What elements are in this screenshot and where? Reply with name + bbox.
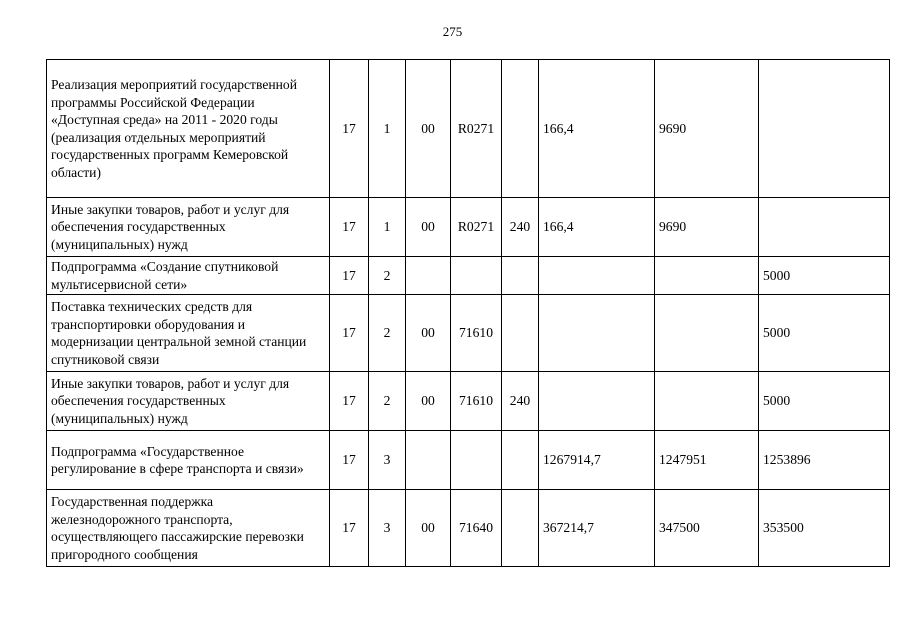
row-name: Иные закупки товаров, работ и услуг для обеспечения государственных (муниципальных) нужд bbox=[47, 198, 330, 257]
row-name: Государственная поддержка железнодорожного транспорта, осуществляющего пассажирские перевозки пригородного сообщения bbox=[47, 490, 330, 567]
target-code bbox=[451, 257, 502, 295]
row-name: Подпрограмма «Создание спутниковой мультисервисной сети» bbox=[47, 257, 330, 295]
row-name: Иные закупки товаров, работ и услуг для обеспечения государственных (муниципальных) нужд bbox=[47, 372, 330, 431]
expense-type-code bbox=[502, 257, 539, 295]
program-code: 00 bbox=[406, 490, 451, 567]
target-code: 71610 bbox=[451, 295, 502, 372]
amount-year-1: 166,4 bbox=[539, 198, 655, 257]
expense-type-code bbox=[502, 295, 539, 372]
amount-year-2 bbox=[655, 295, 759, 372]
subsection-code: 3 bbox=[369, 490, 406, 567]
section-code: 17 bbox=[330, 198, 369, 257]
section-code: 17 bbox=[330, 372, 369, 431]
section-code: 17 bbox=[330, 257, 369, 295]
amount-year-3: 5000 bbox=[759, 372, 890, 431]
amount-year-3 bbox=[759, 60, 890, 198]
amount-year-2 bbox=[655, 257, 759, 295]
amount-year-1: 1267914,7 bbox=[539, 431, 655, 490]
row-name: Реализация мероприятий государственной программы Российской Федерации «Доступная среда» на 2011 - 2020 годы (реализация отдельных мероприятий государственных программ Кемеровской области) bbox=[47, 60, 330, 198]
amount-year-1 bbox=[539, 372, 655, 431]
subsection-code: 2 bbox=[369, 295, 406, 372]
table-row bbox=[47, 372, 890, 431]
amount-year-3 bbox=[759, 198, 890, 257]
amount-year-2 bbox=[655, 372, 759, 431]
target-code: R0271 bbox=[451, 60, 502, 198]
target-code: 71610 bbox=[451, 372, 502, 431]
program-code bbox=[406, 257, 451, 295]
program-code: 00 bbox=[406, 295, 451, 372]
amount-year-3: 5000 bbox=[759, 257, 890, 295]
target-code bbox=[451, 431, 502, 490]
expense-type-code bbox=[502, 60, 539, 198]
row-name: Подпрограмма «Государственное регулирование в сфере транспорта и связи» bbox=[47, 431, 330, 490]
section-code: 17 bbox=[330, 490, 369, 567]
amount-year-3: 353500 bbox=[759, 490, 890, 567]
amount-year-3: 5000 bbox=[759, 295, 890, 372]
program-code bbox=[406, 431, 451, 490]
table-row bbox=[47, 295, 890, 372]
budget-table bbox=[46, 59, 890, 567]
amount-year-3: 1253896 bbox=[759, 431, 890, 490]
amount-year-2: 347500 bbox=[655, 490, 759, 567]
program-code: 00 bbox=[406, 372, 451, 431]
table-row bbox=[47, 198, 890, 257]
amount-year-1: 166,4 bbox=[539, 60, 655, 198]
table-row bbox=[47, 490, 890, 567]
row-name: Поставка технических средств для транспортировки оборудования и модернизации центральной земной станции спутниковой связи bbox=[47, 295, 330, 372]
subsection-code: 1 bbox=[369, 60, 406, 198]
amount-year-1 bbox=[539, 257, 655, 295]
section-code: 17 bbox=[330, 295, 369, 372]
target-code: 71640 bbox=[451, 490, 502, 567]
amount-year-2: 1247951 bbox=[655, 431, 759, 490]
expense-type-code bbox=[502, 431, 539, 490]
amount-year-1 bbox=[539, 295, 655, 372]
expense-type-code bbox=[502, 490, 539, 567]
page-number: 275 bbox=[442, 24, 463, 39]
section-code: 17 bbox=[330, 60, 369, 198]
subsection-code: 2 bbox=[369, 257, 406, 295]
table-row bbox=[47, 431, 890, 490]
program-code: 00 bbox=[406, 198, 451, 257]
expense-type-code: 240 bbox=[502, 372, 539, 431]
subsection-code: 2 bbox=[369, 372, 406, 431]
amount-year-1: 367214,7 bbox=[539, 490, 655, 567]
program-code: 00 bbox=[406, 60, 451, 198]
section-code: 17 bbox=[330, 431, 369, 490]
subsection-code: 1 bbox=[369, 198, 406, 257]
expense-type-code: 240 bbox=[502, 198, 539, 257]
table-row bbox=[47, 257, 890, 295]
subsection-code: 3 bbox=[369, 431, 406, 490]
target-code: R0271 bbox=[451, 198, 502, 257]
amount-year-2: 9690 bbox=[655, 198, 759, 257]
amount-year-2: 9690 bbox=[655, 60, 759, 198]
table-row bbox=[47, 60, 890, 198]
